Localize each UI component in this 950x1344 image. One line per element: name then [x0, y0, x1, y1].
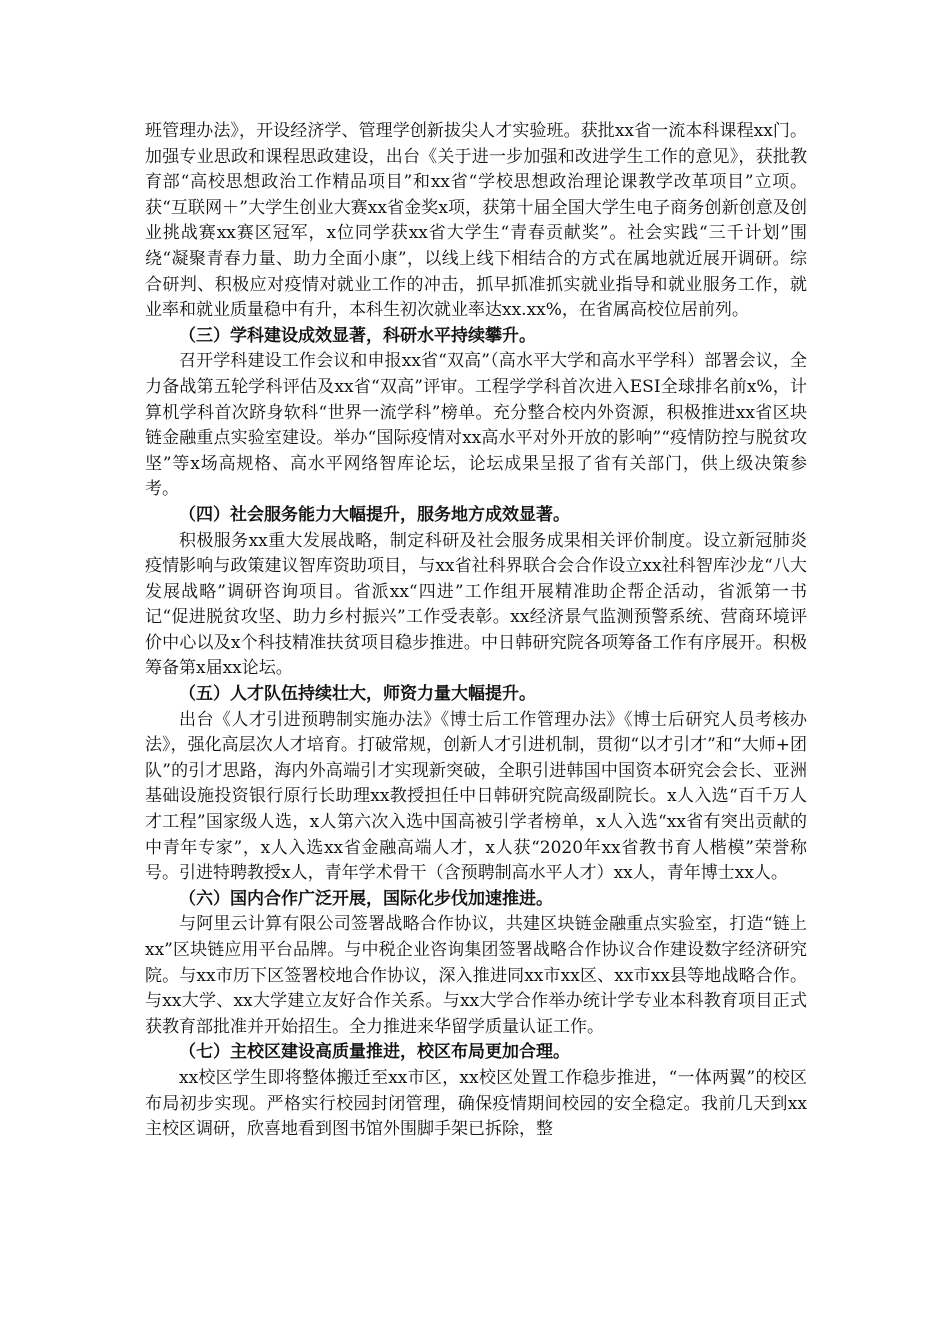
section-heading-3: （三）学科建设成效显著，科研水平持续攀升。	[179, 325, 536, 346]
section-heading-5: （五）人才队伍持续壮大，师资力量大幅提升。	[179, 684, 536, 705]
paragraph-continued: 班管理办法》，开设经济学、管理学创新拔尖人才实验班。获批xx省一流本科课程xx门。加强专业思政和课程思政建设，出台《关于进一步加强和改进学生工作的意见》，获批教育部“高校思想政治工作精品项目”和xx省“学校思想政治理论课教学改革项目”立项。获“互联网＋”大学生创业大赛xx省金奖x项，获第十届全国大学生电子商务创新创意及创业挑战赛xx赛区冠军，x位同学获xx省大学生“青春贡献奖”。社会实践“三千计划”围绕“凝聚青春力量、助力全面小康”，以线上线下相结合的方式在属地就近展开调研。综合研判、积极应对疫情对就业工作的冲击，抓早抓准抓实就业指导和就业服务工作，就业率和就业质量稳中有升，本科生初次就业率达xx.xx%，在省属高校位居前列。	[145, 121, 807, 321]
paragraph-talent: 出台《人才引进预聘制实施办法》《博士后工作管理办法》《博士后研究人员考核办法》，强化高层次人才培育。打破常规，创新人才引进机制，贯彻“以才引才”和“大师+团队”的引才思路，海内外高端引才实现新突破，全职引进韩国中国资本研究会会长、亚洲基础设施投资银行原行长助理xx教授担任中日韩研究院高级副院长。x人入选“百千万人才工程”国家级人选，x人第六次入选中国高被引学者榜单，x人入选“xx省有突出贡献的中青年专家”，x人入选xx省金融高端人才，x人获“2020年xx省教书育人楷模”荣誉称号。引进特聘教授x人，青年学术骨干（含预聘制高水平人才）xx人，青年博士xx人。	[145, 709, 807, 884]
document-page	[145, 119, 807, 1143]
section-heading-7: （七）主校区建设高质量推进，校区布局更加合理。	[179, 1042, 570, 1063]
paragraph-discipline: 召开学科建设工作会议和申报xx省“双高”（高水平大学和高水平学科）部署会议，全力备战第五轮学科评估及xx省“双高”评审。工程学学科首次进入ESI全球排名前x%，计算机学科首次跻身软科“世界一流学科”榜单。充分整合校内外资源，积极推进xx省区块链金融重点实验室建设。举办“国际疫情对xx高水平对外开放的影响”“疫情防控与脱贫攻坚”等x场高规格、高水平网络智库论坛，论坛成果呈报了省有关部门，供上级决策参考。	[145, 351, 807, 500]
paragraph-social-service: 积极服务xx重大发展战略，制定科研及社会服务成果相关评价制度。设立新冠肺炎疫情影响与政策建议智库资助项目，与xx省社科界联合会合作设立xx社科智库沙龙“八大发展战略”调研咨询项目。省派xx“四进”工作组开展精准助企帮企活动，省派第一书记“促进脱贫攻坚、助力乡村振兴”工作受表彰。xx经济景气监测预警系统、营商环境评价中心以及x个科技精准扶贫项目稳步推进。中日韩研究院各项筹备工作有序展开。积极筹备第x届xx论坛。	[145, 530, 807, 679]
section-heading-6: （六）国内合作广泛开展，国际化步伐加速推进。	[179, 888, 553, 909]
section-heading-4: （四）社会服务能力大幅提升，服务地方成效显著。	[179, 504, 570, 525]
paragraph-campus: xx校区学生即将整体搬迁至xx市区，xx校区处置工作稳步推进，“一体两翼”的校区布局初步实现。严格实行校园封闭管理，确保疫情期间校园的安全稳定。我前几天到xx主校区调研，欣喜地看到图书馆外围脚手架已拆除，整	[145, 1067, 807, 1140]
paragraph-cooperation: 与阿里云计算有限公司签署战略合作协议，共建区块链金融重点实验室，打造“链上xx”区块链应用平台品牌。与中税企业咨询集团签署战略合作协议合作建设数字经济研究院。与xx市历下区签署校地合作协议，深入推进同xx市xx区、xx市xx县等地战略合作。与xx大学、xx大学建立友好合作关系。与xx大学合作举办统计学专业本科教育项目正式获教育部批准并开始招生。全力推进来华留学质量认证工作。	[145, 914, 807, 1037]
